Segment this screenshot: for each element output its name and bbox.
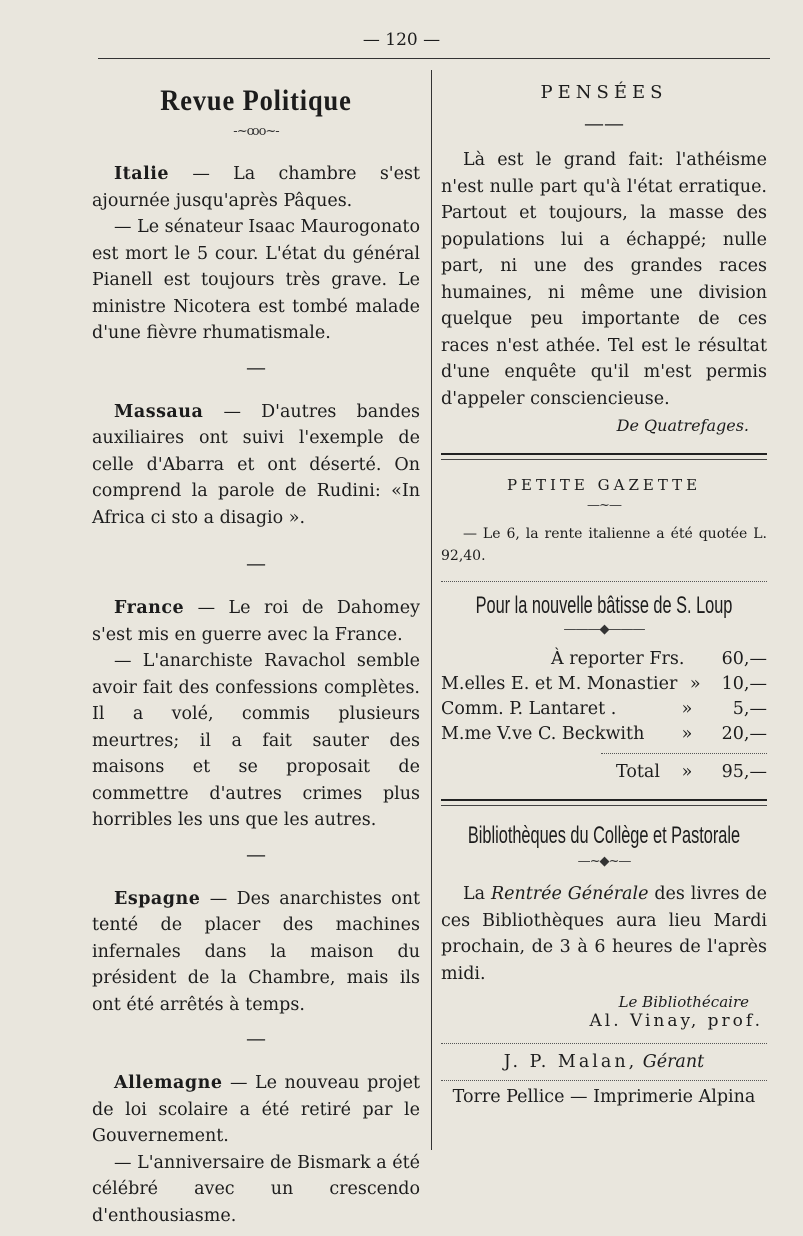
section-france [92,595,420,834]
header-rule [98,58,770,59]
section-separator [92,844,420,864]
section-massaua [92,399,420,532]
title-ornament: -~ꝏo~- [233,124,279,139]
revue-politique-title: Revue Politique [160,84,352,117]
bibliothecaire-role: Le Bibliothécaire [618,993,749,1011]
footer-rule [441,1080,767,1081]
espagne-paragraph-1: Espagne — Des anarchistes ont tenté de placer des machines infernales dans la maison du président de la Chambre, mais ils ont été arrêtés à temps. [92,888,420,1015]
subscription-total: Total » 95,— [616,762,767,782]
section-separator [92,357,420,377]
subscription-section [441,592,767,785]
manager-line [441,1052,767,1072]
subscription-row: Comm. P. Lantaret . » 5,— [441,699,767,719]
massaua-paragraph-1: Massaua — D'autres bandes auxiliaires ont suivi l'exemple de celle d'Abarra et ont déserté. On comprend la parole de Rudini: «In Africa ci sto a disagio ». [92,401,420,528]
gazette-title: PETITE GAZETTE [506,476,702,494]
manager-role: Gérant [642,1052,705,1072]
left-column [92,60,420,1229]
pensees-separator: —— [584,111,624,135]
subscription-title: Pour la nouvelle bâtisse de S. Loup [475,592,733,619]
page-number: — 120 — [0,30,803,50]
bibliotheques-title: Bibliothèques du Collège et Pastorale [467,822,741,849]
section-separator [92,1028,420,1048]
france-paragraph-2: — L'anarchiste Ravachol semble avoir fait des confessions complètes. Il a volé, commis plusieurs meurtres; il a fait sauter des maisons et se proposait de commettre d'autres crimes plus horribles les uns que les autres. [92,651,420,830]
italie-heading: Italie [114,164,170,184]
right-column [441,60,767,1107]
france-paragraph-1: France — Le roi de Dahomey s'est mis en guerre avec la France. [92,598,420,645]
espagne-heading: Espagne [114,888,201,909]
gazette-text: — Le 6, la rente italienne a été quotée L. 92,40. [441,526,767,564]
section-italie [92,161,420,347]
bibliotheques-text: La Rentrée Générale des livres de ces Bibliothèques aura lieu Mardi prochain, de 3 à 6 heures de l'après midi. [441,884,767,984]
section-rule [441,1043,767,1044]
bibliothecaire-name: Al. Vinay, prof. [589,1011,763,1031]
section-rule [441,581,767,582]
italie-paragraph-2: — Le sénateur Isaac Maurogonato est mort le 5 cour. L'état du général Pianell est toujours très grave. Le ministre Nicotera est tombé malade d'une fièvre rhumatismale. [92,217,420,343]
subscription-row-carryover: À reporter Frs. 60,— [551,649,767,669]
manager-name: J. P. Malan, [503,1052,638,1072]
subscription-ornament: ———◆——— [563,622,645,637]
subscription-row: M.me V.ve C. Beckwith » 20,— [441,724,767,744]
allemagne-paragraph-1: Allemagne — Le nouveau projet de loi scolaire a été retiré par le Gouvernement. [92,1073,420,1146]
section-espagne [92,886,420,1019]
gazette-ornament: —~— [587,498,621,513]
section-separator [92,553,420,573]
pensees-author: De Quatrefages. [616,416,749,435]
gazette-section [441,476,767,567]
section-allemagne [92,1070,420,1229]
bibliotheques-ornament: —~◆~— [577,854,631,869]
bibliotheques-section [441,822,767,1031]
massaua-heading: Massaua [114,401,204,422]
subscription-row: M.elles E. et M. Monastier » 10,— [441,674,767,694]
section-rule [441,453,767,460]
italie-paragraph-1: Italie — La chambre s'est ajournée jusqu'après Pâques. [92,164,420,211]
printer-line: Torre Pellice — Imprimerie Alpina [452,1087,756,1107]
pensees-title: PENSÉES [540,82,668,103]
pensees-section [441,82,767,435]
allemagne-paragraph-2: — L'anniversaire de Bismark a été célébré avec un crescendo d'enthousiasme. [92,1152,420,1226]
pensees-text: Là est le grand fait: l'athéisme n'est nulle part qu'à l'état erratique. Partout et toujours, la masse des populations lui a échappé; nulle part, ni une des grandes races humaines, ni même une division quelque peu importante de ces races n'est athée. Tel est le résultat d'une enquête qu'il m'est permis d'appeler consciencieuse. [441,150,767,409]
column-divider [431,70,432,1150]
total-rule [601,753,767,754]
allemagne-heading: Allemagne [114,1073,223,1093]
france-heading: France [114,598,185,618]
section-rule [441,799,767,806]
